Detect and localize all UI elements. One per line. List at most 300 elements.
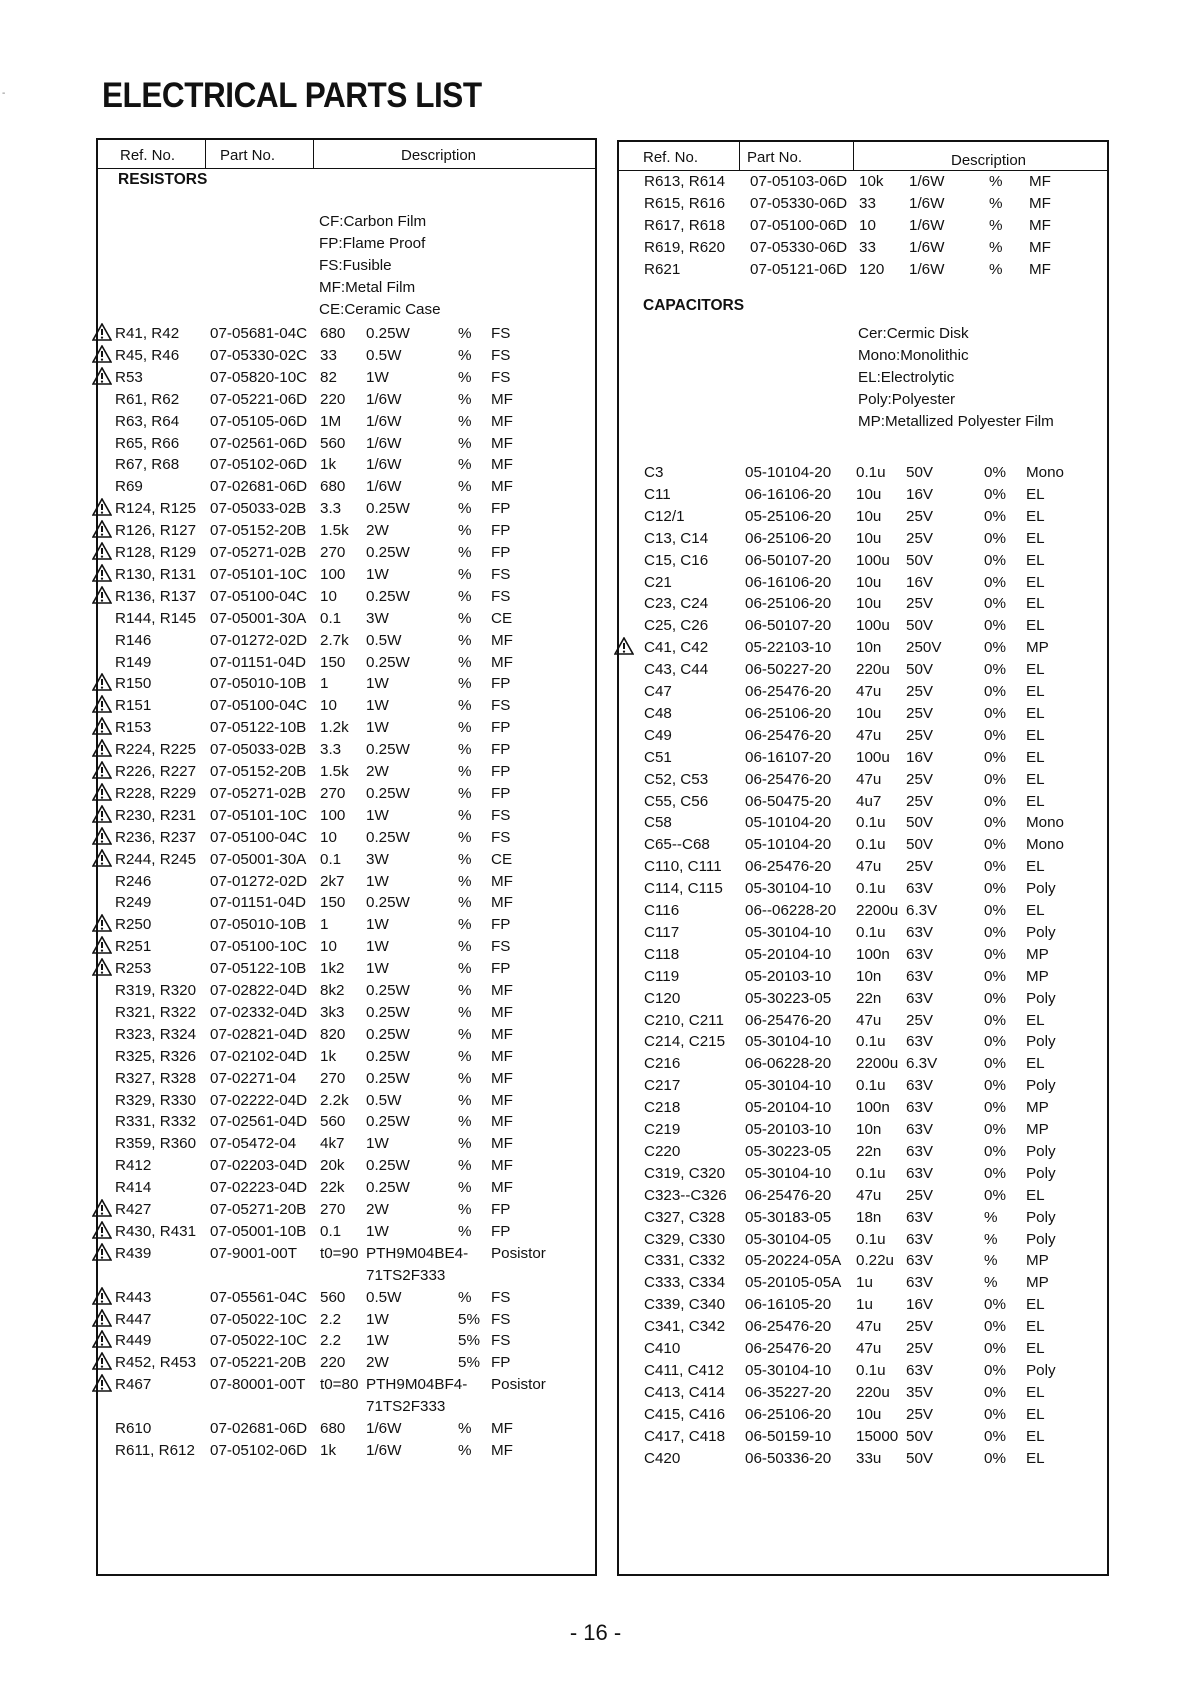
- table-row: [98, 1177, 595, 1199]
- table-row: [619, 484, 1107, 506]
- type: EL: [1026, 1340, 1045, 1357]
- rating: 25V: [906, 770, 934, 788]
- table-row: [619, 1229, 1107, 1251]
- tolerance: 0%: [984, 1055, 1006, 1073]
- ref-no: C55, C56: [644, 792, 709, 810]
- tolerance: %: [458, 916, 472, 934]
- table-row: [619, 237, 1107, 259]
- ref-no: R613, R614: [644, 173, 726, 190]
- table-row: [98, 542, 595, 564]
- value: 680: [320, 1420, 346, 1437]
- table-row: [98, 1243, 595, 1265]
- table-row: [619, 1053, 1107, 1075]
- tolerance: 0%: [984, 485, 1006, 503]
- tolerance: %: [458, 1047, 472, 1065]
- part-no: 07-01272-02D: [210, 631, 308, 649]
- tolerance: %: [458, 1179, 472, 1197]
- ref-no: R246: [115, 872, 152, 890]
- value: 100n: [856, 1099, 890, 1117]
- value: 2.2k: [320, 1091, 349, 1109]
- tolerance: %: [989, 216, 1003, 234]
- rating: 16V: [906, 573, 934, 591]
- header-ref-no: Ref. No.: [120, 147, 176, 164]
- value: 2.2: [320, 1310, 342, 1328]
- ref-no: C217: [644, 1077, 681, 1095]
- table-row: [619, 1010, 1107, 1032]
- ref-no: R251: [115, 938, 152, 956]
- rating: 63V: [906, 967, 934, 985]
- rating: 1W: [366, 368, 389, 386]
- table-row: [98, 476, 595, 498]
- type: FP: [491, 675, 511, 693]
- ref-no: R323, R324: [115, 1025, 197, 1043]
- tolerance: 0%: [984, 792, 1006, 810]
- rating: 0.25W: [366, 1157, 410, 1175]
- header-description: Description: [401, 147, 477, 164]
- header-description: Description: [951, 152, 1027, 169]
- rating: 1W: [366, 675, 389, 693]
- type: MF: [491, 1157, 513, 1175]
- type: EL: [1026, 485, 1045, 503]
- part-no: 05-10104-20: [745, 814, 832, 832]
- table-row: [98, 1221, 595, 1243]
- tolerance: 0%: [984, 989, 1006, 1007]
- tolerance: %: [458, 456, 472, 474]
- type: FS: [491, 938, 511, 956]
- part-no: 06-25476-20: [745, 726, 832, 744]
- value: 3.3: [320, 500, 342, 518]
- rating: 50V: [906, 1449, 934, 1467]
- rating: 50V: [906, 814, 934, 832]
- type: EL: [1026, 1383, 1045, 1401]
- ref-no: R244, R245: [115, 850, 197, 868]
- value: 10n: [856, 967, 882, 985]
- type: MF: [491, 456, 513, 474]
- table-row: [619, 791, 1107, 813]
- ref-no: R467: [115, 1376, 152, 1394]
- tolerance: %: [458, 697, 472, 715]
- part-no: 06--06228-20: [745, 902, 837, 919]
- part-no: 07-05221-20B: [210, 1354, 307, 1372]
- warning-triangle-icon: [92, 564, 110, 581]
- tolerance: 0%: [984, 1186, 1006, 1204]
- legend-item: CE:Ceramic Case: [319, 300, 441, 318]
- value: 10u: [856, 573, 882, 591]
- type: FS: [491, 828, 511, 846]
- value: 1k2: [320, 960, 345, 978]
- rating: 25V: [906, 1186, 934, 1204]
- table-row: [98, 717, 595, 739]
- ref-no: R427: [115, 1201, 152, 1218]
- type: MF: [1029, 194, 1051, 212]
- table-row: [98, 1287, 595, 1309]
- tolerance: %: [984, 1230, 998, 1248]
- warning-triangle-icon: [92, 783, 110, 800]
- legend-item: FP:Flame Proof: [319, 234, 426, 252]
- table-row: [619, 900, 1107, 922]
- value: 0.1u: [856, 1164, 886, 1182]
- tolerance: %: [989, 238, 1003, 256]
- part-no: 07-02681-06D: [210, 478, 308, 496]
- table-row: [98, 433, 595, 455]
- value: 560: [320, 434, 346, 452]
- value: 10u: [856, 507, 882, 525]
- type: MF: [491, 1047, 513, 1065]
- value: 33u: [856, 1449, 882, 1467]
- rating: 25V: [906, 1318, 934, 1336]
- part-no: 06-50107-20: [745, 551, 832, 569]
- value: 220: [320, 390, 346, 408]
- value: 220u: [856, 1383, 890, 1401]
- table-row: [98, 345, 595, 367]
- rating: 63V: [906, 923, 934, 941]
- table-row: [619, 1382, 1107, 1404]
- part-no: 06-25476-20: [745, 1186, 832, 1204]
- part-no: 05-20105-05A: [745, 1274, 842, 1292]
- part-no: 07-05010-10B: [210, 675, 307, 693]
- rating: 1/6W: [909, 173, 945, 190]
- ref-no: C220: [644, 1142, 681, 1160]
- warning-triangle-icon: [92, 673, 110, 690]
- ref-no: R224, R225: [115, 741, 197, 759]
- ref-no: R610: [115, 1420, 152, 1437]
- ref-no: R150: [115, 675, 152, 693]
- table-row: [98, 608, 595, 630]
- rating: 0.25W: [366, 1003, 410, 1021]
- value: 47u: [856, 726, 882, 744]
- rating: 50V: [906, 617, 934, 635]
- value: 10: [320, 828, 337, 846]
- value: t0=80: [320, 1376, 359, 1394]
- rating: 1/6W: [366, 434, 402, 452]
- table-row: [98, 1133, 595, 1155]
- value: 47u: [856, 1011, 882, 1029]
- table-row: [619, 1316, 1107, 1338]
- warning-triangle-icon: [92, 1287, 110, 1304]
- type: MF: [491, 434, 513, 452]
- value: 0.1u: [856, 836, 886, 854]
- type: EL: [1026, 507, 1045, 525]
- type: EL: [1026, 1405, 1045, 1423]
- rating: 50V: [906, 836, 934, 854]
- rating: 0.5W: [366, 1288, 402, 1306]
- part-no: 07-05221-06D: [210, 390, 308, 408]
- tolerance: 0%: [984, 639, 1006, 657]
- table-row: [619, 637, 1107, 659]
- warning-triangle-icon: [92, 345, 110, 362]
- value: 47u: [856, 858, 882, 876]
- ref-no: C21: [644, 573, 672, 591]
- value: 2.7k: [320, 631, 349, 649]
- value: 1.5k: [320, 522, 349, 540]
- table-row: [619, 1448, 1107, 1470]
- value: 47u: [856, 1186, 882, 1204]
- rating: 2W: [366, 1354, 389, 1372]
- type: MF: [491, 894, 513, 912]
- ref-no: C41, C42: [644, 639, 709, 657]
- part-no: 05-20224-05A: [745, 1252, 842, 1270]
- tolerance: 0%: [984, 507, 1006, 525]
- table-row: [619, 1185, 1107, 1207]
- tolerance: 0%: [984, 1164, 1006, 1182]
- ref-no: R325, R326: [115, 1047, 197, 1065]
- warning-triangle-icon: [92, 520, 110, 537]
- type: EL: [1026, 661, 1045, 679]
- rating: 1W: [366, 1310, 389, 1328]
- table-row: [98, 367, 595, 389]
- table-row: [619, 1097, 1107, 1119]
- value: 10: [320, 938, 337, 956]
- rating: 6.3V: [906, 902, 938, 919]
- warning-triangle-icon: [92, 805, 110, 822]
- table-row: [619, 1207, 1107, 1229]
- table-row: [98, 498, 595, 520]
- warning-triangle-icon: [92, 849, 110, 866]
- table-row: [98, 673, 595, 695]
- type: Poly: [1026, 880, 1056, 898]
- part-no: 05-30104-10: [745, 923, 832, 941]
- part-no: 07-05102-06D: [210, 456, 308, 474]
- table-row: [619, 1141, 1107, 1163]
- type: MP: [1026, 967, 1049, 985]
- rating: 63V: [906, 1121, 934, 1138]
- tolerance: 0%: [984, 1318, 1006, 1336]
- part-no: 05-30223-05: [745, 1142, 832, 1160]
- value: 10: [320, 697, 337, 715]
- table-row: [619, 1360, 1107, 1382]
- value: 18n: [856, 1208, 882, 1226]
- type: EL: [1026, 529, 1045, 547]
- value: 0.1u: [856, 1361, 886, 1379]
- ref-no: R617, R618: [644, 216, 726, 234]
- tolerance: %: [458, 806, 472, 824]
- value: 2.2: [320, 1332, 342, 1350]
- type: FP: [491, 763, 511, 780]
- value: 0.1u: [856, 1033, 886, 1051]
- ref-no: R61, R62: [115, 390, 180, 408]
- tolerance: %: [458, 478, 472, 496]
- part-no: 06-25106-20: [745, 529, 832, 547]
- ref-no: C417, C418: [644, 1427, 726, 1445]
- part-no: 06-16105-20: [745, 1296, 832, 1314]
- value: 120: [859, 260, 885, 278]
- part-no: 07-05103-06D: [750, 173, 848, 190]
- type: Poly: [1026, 1033, 1056, 1051]
- ref-no: R228, R229: [115, 784, 197, 802]
- tolerance: %: [984, 1274, 998, 1292]
- type: EL: [1026, 726, 1045, 744]
- table-row: [619, 171, 1107, 193]
- type: FS: [491, 587, 511, 605]
- tolerance: %: [458, 631, 472, 649]
- value: 0.1u: [856, 814, 886, 832]
- part-no: 07-05033-02B: [210, 500, 307, 518]
- value: 10: [859, 216, 876, 234]
- part-no: 07-02223-04D: [210, 1179, 308, 1197]
- part-no: 06-16106-20: [745, 573, 832, 591]
- part-no: 07-05101-10C: [210, 565, 308, 583]
- part-no: 07-05105-06D: [210, 412, 308, 430]
- tolerance: 0%: [984, 1296, 1006, 1314]
- value: 560: [320, 1113, 346, 1131]
- tolerance: %: [458, 784, 472, 802]
- tolerance: 0%: [984, 704, 1006, 722]
- ref-no: C219: [644, 1121, 681, 1138]
- rating: 250V: [906, 639, 942, 657]
- rating: 0.25W: [366, 325, 410, 342]
- value: 1k: [320, 456, 337, 474]
- ref-no: R126, R127: [115, 522, 197, 540]
- warning-triangle-icon: [614, 637, 632, 654]
- tolerance: 0%: [984, 880, 1006, 898]
- part-no: 06-50475-20: [745, 792, 832, 810]
- part-no: 05-20103-10: [745, 967, 832, 985]
- part-no: 06-50227-20: [745, 661, 832, 679]
- ref-no: C216: [644, 1055, 681, 1073]
- part-no: 06-25476-20: [745, 1318, 832, 1336]
- table-row: [98, 1440, 595, 1462]
- type: MF: [491, 1069, 513, 1087]
- table-row: [98, 827, 595, 849]
- value: 150: [320, 653, 346, 671]
- ref-no: C48: [644, 704, 672, 722]
- rating: 63V: [906, 1274, 934, 1292]
- header-part-no: Part No.: [220, 147, 276, 164]
- tolerance: %: [458, 587, 472, 605]
- table-row-continued: [98, 1396, 595, 1418]
- value: 150: [320, 894, 346, 912]
- tolerance: %: [458, 653, 472, 671]
- value: 4u7: [856, 792, 882, 810]
- value: 22n: [856, 989, 882, 1007]
- tolerance: 0%: [984, 1427, 1006, 1445]
- part-no: 05-30183-05: [745, 1208, 832, 1226]
- type: FS: [491, 806, 511, 824]
- part-no: 06-06228-20: [745, 1055, 832, 1073]
- table-row: [98, 1418, 595, 1440]
- section-capacitors: CAPACITORS: [643, 297, 745, 314]
- type: FP: [491, 960, 511, 978]
- value: 0.1: [320, 1222, 342, 1240]
- value: 0.22u: [856, 1252, 895, 1270]
- page-title: ELECTRICAL PARTS LIST: [102, 76, 482, 115]
- type: MF: [491, 1113, 513, 1131]
- part-no: 07-05100-10C: [210, 938, 308, 956]
- tolerance: %: [458, 434, 472, 452]
- rating: 1/6W: [366, 478, 402, 496]
- part-no: 07-05100-04C: [210, 697, 308, 715]
- table-row: [619, 856, 1107, 878]
- ref-no: C23, C24: [644, 595, 709, 613]
- value: 47u: [856, 1340, 882, 1357]
- rating: 63V: [906, 1230, 934, 1248]
- table-row: [619, 922, 1107, 944]
- rating: 1W: [366, 565, 389, 583]
- value: 10n: [856, 639, 882, 657]
- type: MF: [491, 982, 513, 999]
- warning-triangle-icon: [92, 827, 110, 844]
- rating: 1/6W: [366, 456, 402, 474]
- rating: 25V: [906, 529, 934, 547]
- part-no: 07-01151-04D: [210, 653, 306, 671]
- tolerance: %: [458, 872, 472, 890]
- ref-no: R249: [115, 894, 152, 912]
- warning-triangle-icon: [92, 1199, 110, 1216]
- part-no: 05-30104-10: [745, 1033, 832, 1051]
- tolerance: %: [458, 368, 472, 386]
- ref-no: R63, R64: [115, 412, 180, 430]
- tolerance: %: [458, 938, 472, 956]
- type: EL: [1026, 551, 1045, 569]
- ref-no: R226, R227: [115, 763, 197, 780]
- tolerance: 0%: [984, 945, 1006, 963]
- table-row: [98, 1068, 595, 1090]
- ref-no: C117: [644, 923, 680, 941]
- type: MF: [491, 1003, 513, 1021]
- ref-no: R615, R616: [644, 194, 726, 212]
- part-no: 07-05271-02B: [210, 784, 307, 802]
- ref-no: R124, R125: [115, 500, 197, 518]
- table-row: [619, 593, 1107, 615]
- value: 270: [320, 1201, 346, 1218]
- type: EL: [1026, 1186, 1045, 1204]
- table-row: [619, 966, 1107, 988]
- legend-item: MP:Metallized Polyester Film: [858, 412, 1054, 430]
- type: FS: [491, 1332, 511, 1350]
- tolerance: 0%: [984, 1449, 1006, 1467]
- rating: 0.25W: [366, 544, 410, 561]
- value: 3.3: [320, 741, 342, 759]
- ref-no: R611, R612: [115, 1441, 195, 1459]
- table-row: [619, 1294, 1107, 1316]
- ref-no: R447: [115, 1310, 152, 1328]
- warning-triangle-icon: [92, 367, 110, 384]
- part-no: 07-9001-00T: [210, 1244, 297, 1262]
- type: FS: [491, 697, 511, 715]
- value: 100n: [856, 945, 890, 963]
- ref-no: C333, C334: [644, 1274, 726, 1292]
- legend-item: MF:Metal Film: [319, 278, 416, 296]
- value: 22k: [320, 1179, 345, 1197]
- type: Posistor: [491, 1244, 546, 1262]
- warning-triangle-icon: [92, 1309, 110, 1326]
- type: MF: [491, 1441, 513, 1459]
- value: 100u: [856, 617, 890, 635]
- table-row: [619, 1075, 1107, 1097]
- type: FP: [491, 544, 511, 561]
- tolerance: 0%: [984, 1361, 1006, 1379]
- type: CE: [491, 850, 513, 868]
- rating: 1/6W: [366, 1420, 402, 1437]
- value: 2k7: [320, 872, 345, 890]
- tolerance: 0%: [984, 770, 1006, 788]
- tolerance: 0%: [984, 726, 1006, 744]
- tolerance: %: [458, 544, 472, 561]
- ref-no: C51: [644, 748, 672, 766]
- tolerance: %: [458, 1201, 472, 1218]
- tolerance: %: [458, 1222, 472, 1240]
- type: EL: [1026, 770, 1045, 788]
- legend-item: Cer:Cermic Disk: [858, 325, 969, 342]
- part-no: 07-05152-20B: [210, 522, 307, 540]
- table-header: [619, 142, 1107, 171]
- ref-no: C214, C215: [644, 1033, 726, 1051]
- tolerance: 0%: [984, 836, 1006, 854]
- type: MF: [491, 412, 513, 430]
- part-no: 06-50336-20: [745, 1449, 832, 1467]
- type: Poly: [1026, 1361, 1056, 1379]
- value: 270: [320, 544, 346, 561]
